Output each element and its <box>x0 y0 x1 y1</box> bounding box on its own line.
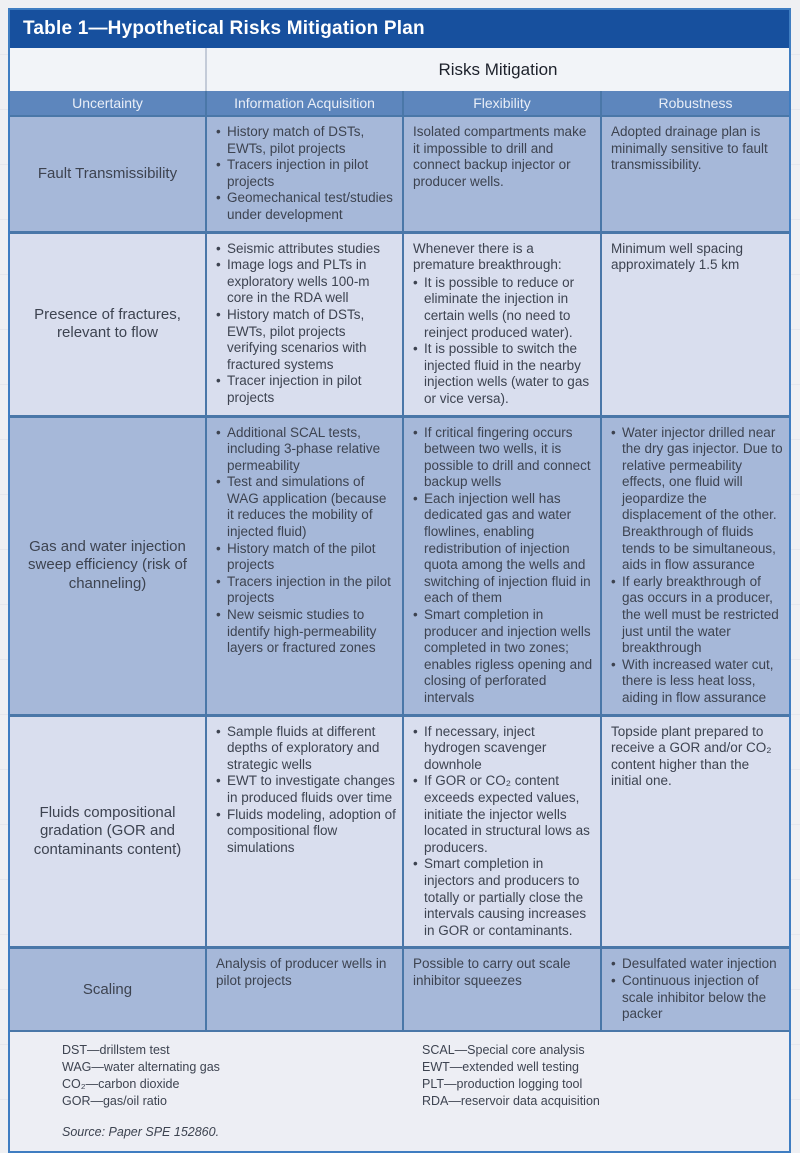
cell-text: Isolated compartments make it impossible to drill and connect backup injector or producer wells. <box>413 124 587 189</box>
uncertainty-cell: Gas and water injection sweep efficiency (risk of channeling) <box>28 537 187 592</box>
uncertainty-cell: Fluids compositional gradation (GOR and contaminants content) <box>33 803 182 858</box>
table-title-bar <box>10 10 789 48</box>
bullet-item: • Fluids modeling, adoption of compositional flow simulations <box>216 807 396 857</box>
bullet-item: • Each injection well has dedicated gas and water flowlines, enabling redistribution of injection quota among the wells and switching of injection fluid in each of them <box>413 491 594 607</box>
information-acquisition-cell <box>205 418 402 714</box>
bullet-item: • Sample fluids at different depths of exploratory and strategic wells <box>216 724 396 774</box>
robustness-cell <box>600 717 789 947</box>
abbreviation-list-left <box>62 1042 422 1110</box>
cell-bullet-list <box>413 275 594 408</box>
flexibility-cell <box>402 717 600 947</box>
bullet-item: • If critical fingering occurs between two wells, it is possible to drill and connect backup wells <box>413 425 594 491</box>
cell-text: Whenever there is a premature breakthrough: <box>413 240 562 273</box>
table-row <box>10 415 789 714</box>
bullet-item: • Tracers injection in pilot projects <box>216 157 396 190</box>
cell-bullet-list <box>413 724 594 940</box>
cell-text: Possible to carry out scale inhibitor squeezes <box>413 956 571 988</box>
bullet-item: • Geomechanical test/studies under development <box>216 190 396 223</box>
cell-bullet-list <box>216 124 396 224</box>
bullet-item: • Smart completion in injectors and producers to totally or partially close the intervals causing increases in GOR or contaminants. <box>413 856 594 939</box>
cell-text: Adopted drainage plan is minimally sensitive to fault transmissibility. <box>611 124 768 173</box>
abbreviation-item: PLT—production logging tool <box>422 1077 583 1092</box>
uncertainty-cell: Scaling <box>82 980 133 998</box>
cell-text: Analysis of producer wells in pilot projects <box>216 956 387 988</box>
span-header-label: Risks Mitigation <box>438 59 558 79</box>
flexibility-cell <box>402 418 600 714</box>
cell-text: Minimum well spacing approximately 1.5 km <box>611 240 744 273</box>
abbreviation-item: DST—drillstem test <box>62 1043 170 1058</box>
flexibility-cell <box>402 234 600 415</box>
cell-bullet-list <box>611 956 783 1022</box>
bullet-item: • If GOR or CO₂ content exceeds expected values, initiate the injector wells located in structural lows as producers. <box>413 773 594 856</box>
cell-bullet-list <box>216 425 396 657</box>
table-title: Table 1—Hypothetical Risks Mitigation Plan <box>23 18 425 39</box>
bullet-item: • History match of DSTs, EWTs, pilot projects verifying scenarios with fractured systems <box>216 307 396 373</box>
bullet-item: • Tracer injection in pilot projects <box>216 373 396 406</box>
abbreviation-item: WAG—water alternating gas <box>62 1060 220 1075</box>
abbreviation-lists <box>62 1042 779 1110</box>
span-header-cell <box>205 48 789 91</box>
table-row <box>10 117 789 231</box>
uncertainty-cell: Fault Transmissibility <box>37 164 178 182</box>
bullet-item: • History match of DSTs, EWTs, pilot projects <box>216 124 396 157</box>
robustness-cell <box>600 117 789 231</box>
robustness-cell <box>600 234 789 415</box>
column-header-robustness: Robustness <box>600 91 789 115</box>
bullet-item: • Water injector drilled near the dry gas injector. Due to relative permeability effects, one fluid will jeopardize the displacement of the other. Breakthrough of fluids tends to be simultaneous, aids in flow assurance <box>611 425 783 574</box>
source-note: Source: Paper SPE 152860. <box>62 1125 220 1140</box>
bullet-item: • Seismic attributes studies <box>216 241 396 258</box>
risks-mitigation-table <box>8 8 791 1153</box>
flexibility-cell <box>402 117 600 231</box>
span-header-row <box>10 48 789 91</box>
bullet-item: • Smart completion in producer and injection wells completed in two zones; enables rigless opening and closing of perforated intervals <box>413 607 594 707</box>
bullet-item: • It is possible to switch the injected fluid in the nearby injection wells (water to gas or vice versa). <box>413 341 594 407</box>
abbreviation-item: RDA—reservoir data acquisition <box>422 1094 600 1109</box>
information-acquisition-cell <box>205 949 402 1030</box>
column-header-flexibility: Flexibility <box>402 91 600 115</box>
cell-bullet-list <box>216 241 396 407</box>
span-header-empty-cell <box>10 48 205 91</box>
cell-bullet-list <box>611 425 783 707</box>
abbreviation-item: GOR—gas/oil ratio <box>62 1094 167 1109</box>
table-row <box>10 714 789 947</box>
uncertainty-cell: Presence of fractures, relevant to flow <box>34 305 181 342</box>
bullet-item: • If early breakthrough of gas occurs in a producer, the well must be restricted just until the water breakthrough <box>611 574 783 657</box>
table-row <box>10 946 789 1030</box>
abbreviation-item: SCAL—Special core analysis <box>422 1043 585 1058</box>
information-acquisition-cell <box>205 717 402 947</box>
information-acquisition-cell <box>205 234 402 415</box>
bullet-item: • If necessary, inject hydrogen scavenger downhole <box>413 724 594 774</box>
abbreviation-list-right <box>422 1042 779 1110</box>
column-header-information-acquisition: Information Acquisition <box>205 91 402 115</box>
cell-bullet-list <box>413 425 594 707</box>
abbreviation-item: CO₂—carbon dioxide <box>62 1077 180 1092</box>
bullet-item: • Desulfated water injection <box>611 956 783 973</box>
robustness-cell <box>600 949 789 1030</box>
abbreviation-item: EWT—extended well testing <box>422 1060 580 1075</box>
bullet-item: • History match of the pilot projects <box>216 541 396 574</box>
bullet-item: • Additional SCAL tests, including 3-phase relative permeability <box>216 425 396 475</box>
table-body <box>10 117 789 1030</box>
bullet-item: • Image logs and PLTs in exploratory wells 100-m core in the RDA well <box>216 257 396 307</box>
robustness-cell <box>600 418 789 714</box>
bullet-item: • New seismic studies to identify high-permeability layers or fractured zones <box>216 607 396 657</box>
cell-text: Topside plant prepared to receive a GOR and/or CO₂ content higher than the initial one. <box>611 723 772 789</box>
table-row <box>10 231 789 415</box>
bullet-item: • Tracers injection in the pilot projects <box>216 574 396 607</box>
table-footnotes <box>10 1030 789 1151</box>
flexibility-cell <box>402 949 600 1030</box>
bullet-item: • With increased water cut, there is less heat loss, aiding in flow assurance <box>611 657 783 707</box>
column-header-row <box>10 91 789 117</box>
bullet-item: • It is possible to reduce or eliminate the injection in certain wells (no need to reinject produced water). <box>413 275 594 341</box>
column-header-uncertainty: Uncertainty <box>72 95 143 111</box>
bullet-item: • Continuous injection of scale inhibitor below the packer <box>611 973 783 1023</box>
bullet-item: • EWT to investigate changes in produced fluids over time <box>216 773 396 806</box>
bullet-item: • Test and simulations of WAG application (because it reduces the mobility of injected fluid) <box>216 474 396 540</box>
information-acquisition-cell <box>205 117 402 231</box>
cell-bullet-list <box>216 724 396 857</box>
